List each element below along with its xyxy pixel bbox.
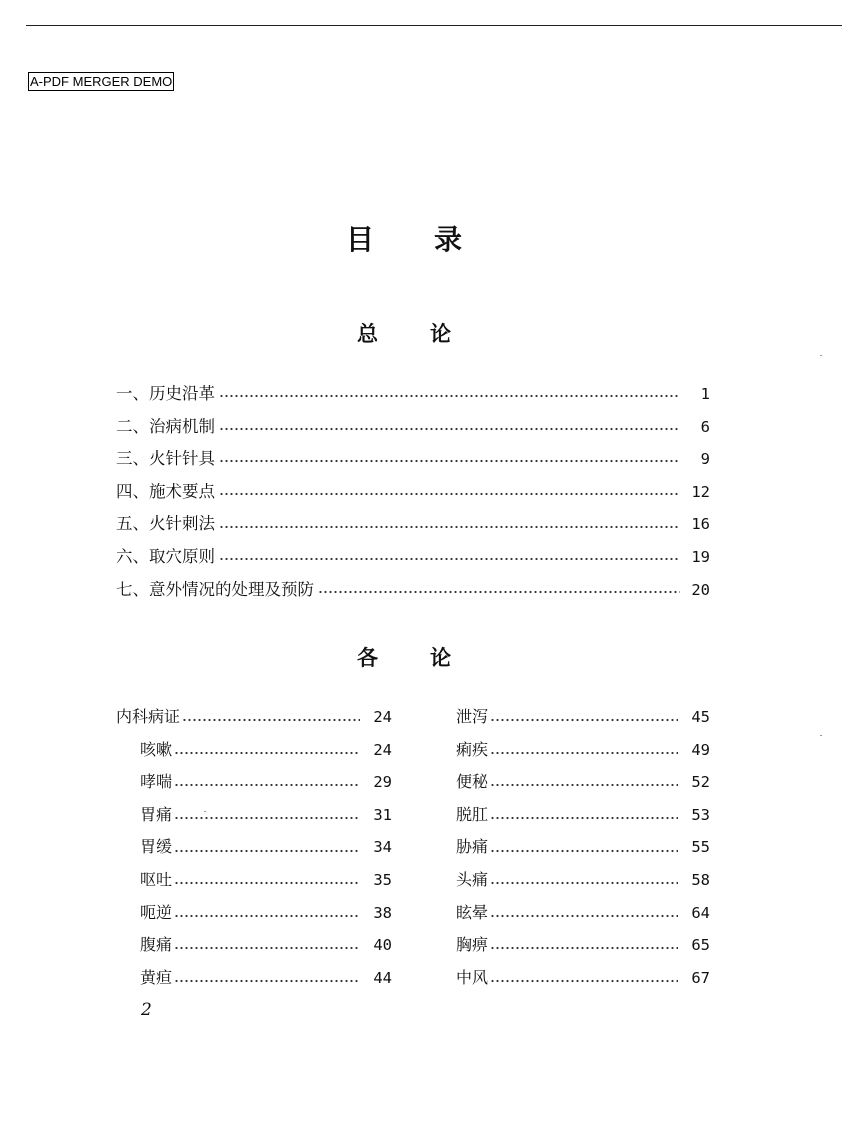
toc-entry-page: 45 [691, 708, 710, 726]
toc-entry-title: 五、火针刺法 [116, 514, 215, 534]
dot-leader [174, 880, 360, 886]
dot-leader [219, 491, 680, 497]
toc-entry[interactable] [116, 413, 710, 446]
toc-entry-page: 49 [691, 740, 710, 759]
toc-entry-title: 哮喘 [140, 772, 173, 792]
toc-entry[interactable] [116, 380, 710, 413]
toc-entry-title: 胸痹 [456, 935, 489, 955]
toc-entry[interactable] [116, 867, 392, 900]
toc-entry[interactable] [456, 769, 710, 802]
toc-entry[interactable] [116, 932, 392, 965]
top-rule [26, 25, 842, 26]
toc-entry[interactable] [116, 769, 392, 802]
toc-specific-right-column [456, 704, 710, 997]
toc-entry-page: 31 [373, 805, 392, 824]
dot-leader [219, 393, 680, 399]
toc-entry-title: 中风 [456, 967, 489, 987]
page-title: 目录 [345, 223, 522, 256]
dot-leader [490, 913, 678, 919]
toc-entry-title: 内科病证 [116, 707, 181, 726]
toc-entry[interactable] [116, 478, 710, 511]
toc-entry[interactable] [116, 900, 392, 933]
watermark-label: A-PDF MERGER DEMO [30, 74, 173, 89]
toc-entry-title: 眩晕 [456, 902, 489, 922]
page-number: 2 [141, 1000, 152, 1020]
toc-entry-title: 便秘 [456, 772, 489, 792]
toc-entry-title: 呃逆 [140, 902, 173, 922]
toc-entry[interactable] [116, 510, 710, 543]
toc-entry-page: 65 [691, 936, 710, 955]
dot-leader [174, 978, 360, 984]
toc-entry[interactable] [116, 834, 392, 867]
toc-entry-page: 35 [373, 870, 392, 889]
dot-leader [490, 782, 678, 788]
dot-leader [219, 458, 680, 464]
toc-specific-left-column [116, 704, 392, 997]
dot-leader [490, 848, 678, 854]
toc-entry-title: 四、施术要点 [116, 481, 215, 501]
toc-general-list [116, 380, 710, 608]
toc-entry-title: 头痛 [456, 869, 489, 889]
toc-entry-page: 67 [691, 968, 710, 987]
dot-leader [174, 782, 360, 788]
toc-entry-page: 38 [373, 903, 392, 922]
dot-leader [182, 717, 360, 723]
dot-leader [219, 524, 680, 530]
toc-entry-title: 脱肛 [456, 804, 489, 824]
dot-leader [219, 426, 680, 432]
toc-entry-page: 12 [691, 482, 710, 501]
toc-entry-page: 16 [691, 515, 710, 534]
toc-entry-page: 40 [373, 936, 392, 955]
toc-entry[interactable] [456, 900, 710, 933]
toc-entry[interactable] [456, 704, 710, 737]
toc-entry-title: 胃痛 [140, 804, 173, 824]
dot-leader [174, 945, 360, 951]
scan-speck [820, 355, 822, 356]
toc-entry-page: 19 [691, 547, 710, 566]
dot-leader [174, 913, 360, 919]
toc-entry-page: 34 [373, 838, 392, 857]
toc-entry[interactable] [456, 932, 710, 965]
toc-entry-title: 呕吐 [140, 869, 173, 889]
dot-leader [219, 556, 680, 562]
toc-entry[interactable] [116, 965, 392, 998]
dot-leader [490, 717, 678, 723]
toc-entry[interactable] [116, 704, 392, 737]
toc-entry-title: 腹痛 [140, 935, 173, 955]
toc-entry-title: 胁痛 [456, 837, 489, 857]
toc-entry-title: 六、取穴原则 [116, 546, 215, 566]
toc-entry-page: 20 [691, 580, 710, 599]
toc-entry[interactable] [456, 965, 710, 998]
toc-entry-title: 三、火针针具 [116, 449, 215, 469]
dot-leader [318, 589, 680, 595]
toc-entry-page: 24 [373, 740, 392, 759]
toc-entry[interactable] [116, 445, 710, 478]
toc-entry-page: 58 [691, 870, 710, 889]
toc-entry-title: 胃缓 [140, 837, 173, 857]
toc-entry[interactable] [456, 802, 710, 835]
toc-entry-title: 痢疾 [456, 739, 489, 759]
dot-leader [490, 750, 678, 756]
toc-entry-title: 二、治病机制 [116, 416, 215, 436]
toc-entry[interactable] [456, 737, 710, 770]
toc-entry-page: 53 [691, 805, 710, 824]
toc-entry[interactable] [116, 802, 392, 835]
dot-leader [174, 848, 360, 854]
scan-speck [204, 811, 206, 812]
dot-leader [490, 880, 678, 886]
dot-leader [490, 945, 678, 951]
toc-entry-page: 52 [691, 773, 710, 792]
toc-entry[interactable] [456, 834, 710, 867]
toc-entry[interactable] [116, 543, 710, 576]
toc-entry-title: 咳嗽 [140, 739, 173, 759]
dot-leader [490, 978, 678, 984]
toc-entry-title: 七、意外情况的处理及预防 [116, 579, 314, 599]
dot-leader [174, 750, 360, 756]
toc-entry[interactable] [116, 576, 710, 609]
toc-entry-page: 55 [691, 838, 710, 857]
dot-leader [174, 815, 360, 821]
toc-entry-title: 一、历史沿革 [116, 384, 215, 403]
toc-entry-page: 64 [691, 903, 710, 922]
toc-entry-page: 29 [373, 773, 392, 792]
toc-entry[interactable] [116, 737, 392, 770]
toc-entry-title: 泄泻 [456, 707, 489, 726]
dot-leader [490, 815, 678, 821]
toc-entry-page: 6 [700, 417, 710, 436]
section-heading-specific: 各论 [357, 646, 503, 670]
toc-entry-page: 1 [700, 385, 710, 403]
toc-entry-page: 24 [373, 708, 392, 726]
toc-entry[interactable] [456, 867, 710, 900]
section-heading-general: 总论 [357, 322, 503, 346]
toc-entry-page: 9 [700, 450, 710, 469]
toc-entry-title: 黄疸 [140, 967, 173, 987]
scan-speck [820, 735, 822, 736]
toc-entry-page: 44 [373, 968, 392, 987]
